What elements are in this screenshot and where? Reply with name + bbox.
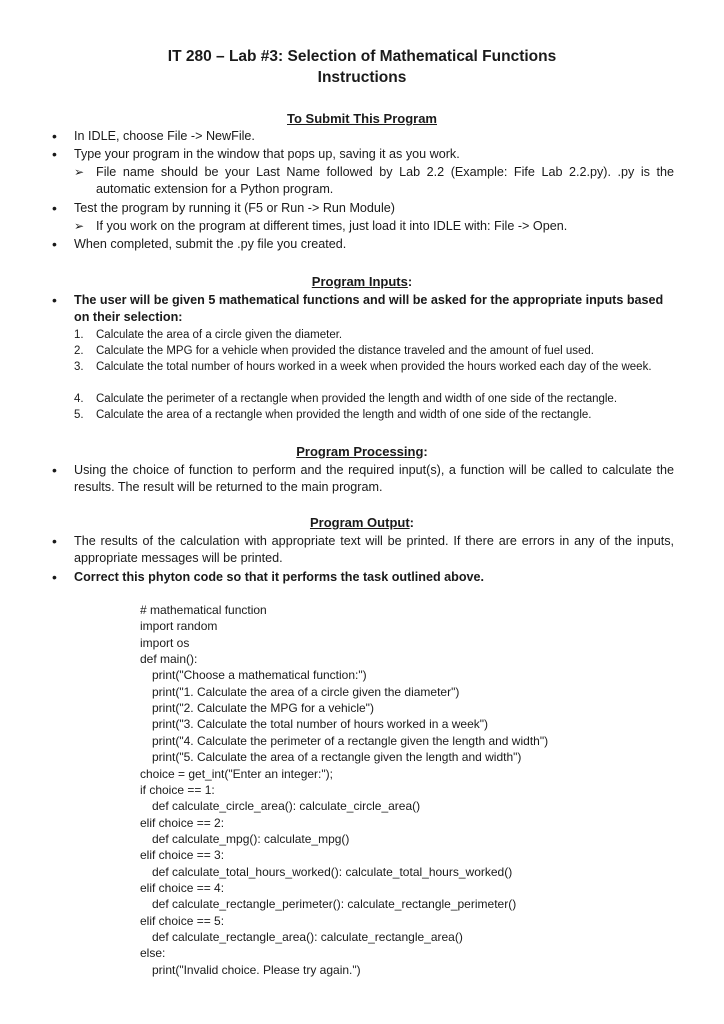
list-item: Calculate the area of a circle given the diameter.: [96, 329, 343, 341]
submit-item-3-sub: If you work on the program at different times, just load it into IDLE with: File -> Open.: [96, 219, 568, 233]
code-line: print("2. Calculate the MPG for a vehicle"): [152, 701, 374, 715]
processing-heading: Program Processing:: [296, 444, 428, 459]
inputs-item-1: The user will be given 5 mathematical functions and will be asked for the appropriate inputs based on their selection:: [74, 293, 664, 324]
code-line: print("1. Calculate the area of a circle given the diameter"): [152, 685, 460, 699]
output-item-1: The results of the calculation with appropriate text will be printed. If there are errors in any of the inputs, appropriate messages will be printed.: [74, 534, 674, 565]
list-number: 3.: [74, 361, 84, 373]
bullet-icon: •: [52, 462, 57, 478]
code-line: print("5. Calculate the area of a rectangle given the length and width"): [152, 750, 522, 764]
code-line: def calculate_rectangle_perimeter(): calculate_rectangle_perimeter(): [152, 897, 517, 911]
code-line: def calculate_mpg(): calculate_mpg(): [152, 832, 350, 846]
code-line: def calculate_total_hours_worked(): calculate_total_hours_worked(): [152, 865, 513, 879]
code-line: elif choice == 5:: [140, 914, 225, 928]
submit-heading: To Submit This Program: [287, 111, 437, 126]
code-line: def main():: [140, 652, 198, 666]
list-item: Calculate the MPG for a vehicle when provided the distance traveled and the amount of fuel used.: [96, 345, 594, 357]
code-line: elif choice == 2:: [140, 816, 225, 830]
submit-item-2-sub: File name should be your Last Name followed by Lab 2.2 (Example: Fife Lab 2.2.py). .py is the automatic extension for a Python program.: [96, 165, 674, 196]
list-number: 4.: [74, 393, 84, 405]
bullet-icon: •: [52, 533, 57, 549]
code-line: def calculate_circle_area(): calculate_circle_area(): [152, 799, 421, 813]
bullet-icon: •: [52, 146, 57, 162]
bullet-icon: •: [52, 128, 57, 144]
output-heading: Program Output:: [309, 515, 414, 530]
submit-item-2: Type your program in the window that pops up, saving it as you work.: [74, 147, 460, 161]
code-line: print("Choose a mathematical function:"): [152, 668, 367, 682]
output-item-2: Correct this phyton code so that it performs the task outlined above.: [74, 570, 485, 584]
code-line: elif choice == 4:: [140, 881, 225, 895]
code-line: def calculate_rectangle_area(): calculate_rectangle_area(): [152, 930, 463, 944]
list-number: 2.: [74, 345, 84, 357]
bullet-icon: •: [52, 292, 57, 308]
code-line: elif choice == 3:: [140, 848, 225, 862]
arrow-bullet-icon: ➢: [74, 165, 85, 179]
list-number: 5.: [74, 409, 84, 421]
code-line: print("3. Calculate the total number of hours worked in a week"): [152, 717, 489, 731]
list-item: Calculate the total number of hours worked in a week when provided the hours worked each day of the week.: [96, 361, 652, 373]
list-item: Calculate the perimeter of a rectangle when provided the length and width of one side of the rectangle.: [96, 393, 618, 405]
submit-item-4: When completed, submit the .py file you created.: [74, 237, 347, 251]
code-line: import os: [140, 636, 190, 650]
document-title: IT 280 – Lab #3: Selection of Mathematical Functions: [167, 48, 557, 65]
bullet-icon: •: [52, 569, 57, 585]
arrow-bullet-icon: ➢: [74, 219, 85, 233]
code-line: choice = get_int("Enter an integer:");: [140, 767, 333, 781]
inputs-heading: Program Inputs:: [311, 274, 413, 289]
document-subtitle: Instructions: [317, 69, 407, 86]
code-line: print("Invalid choice. Please try again."): [152, 963, 361, 977]
submit-item-1: In IDLE, choose File -> NewFile.: [74, 129, 255, 143]
bullet-icon: •: [52, 236, 57, 252]
code-line: # mathematical function: [140, 603, 267, 617]
processing-item-1: Using the choice of function to perform and the required input(s), a function will be called to calculate the results. The result will be returned to the main program.: [74, 463, 674, 494]
code-line: else:: [140, 946, 166, 960]
list-item: Calculate the area of a rectangle when provided the length and width of one side of the rectangle.: [96, 409, 592, 421]
code-line: if choice == 1:: [140, 783, 215, 797]
list-number: 1.: [74, 329, 84, 341]
code-line: print("4. Calculate the perimeter of a rectangle given the length and width"): [152, 734, 549, 748]
code-line: import random: [140, 619, 218, 633]
bullet-icon: •: [52, 200, 57, 216]
submit-item-3: Test the program by running it (F5 or Run -> Run Module): [74, 201, 395, 215]
